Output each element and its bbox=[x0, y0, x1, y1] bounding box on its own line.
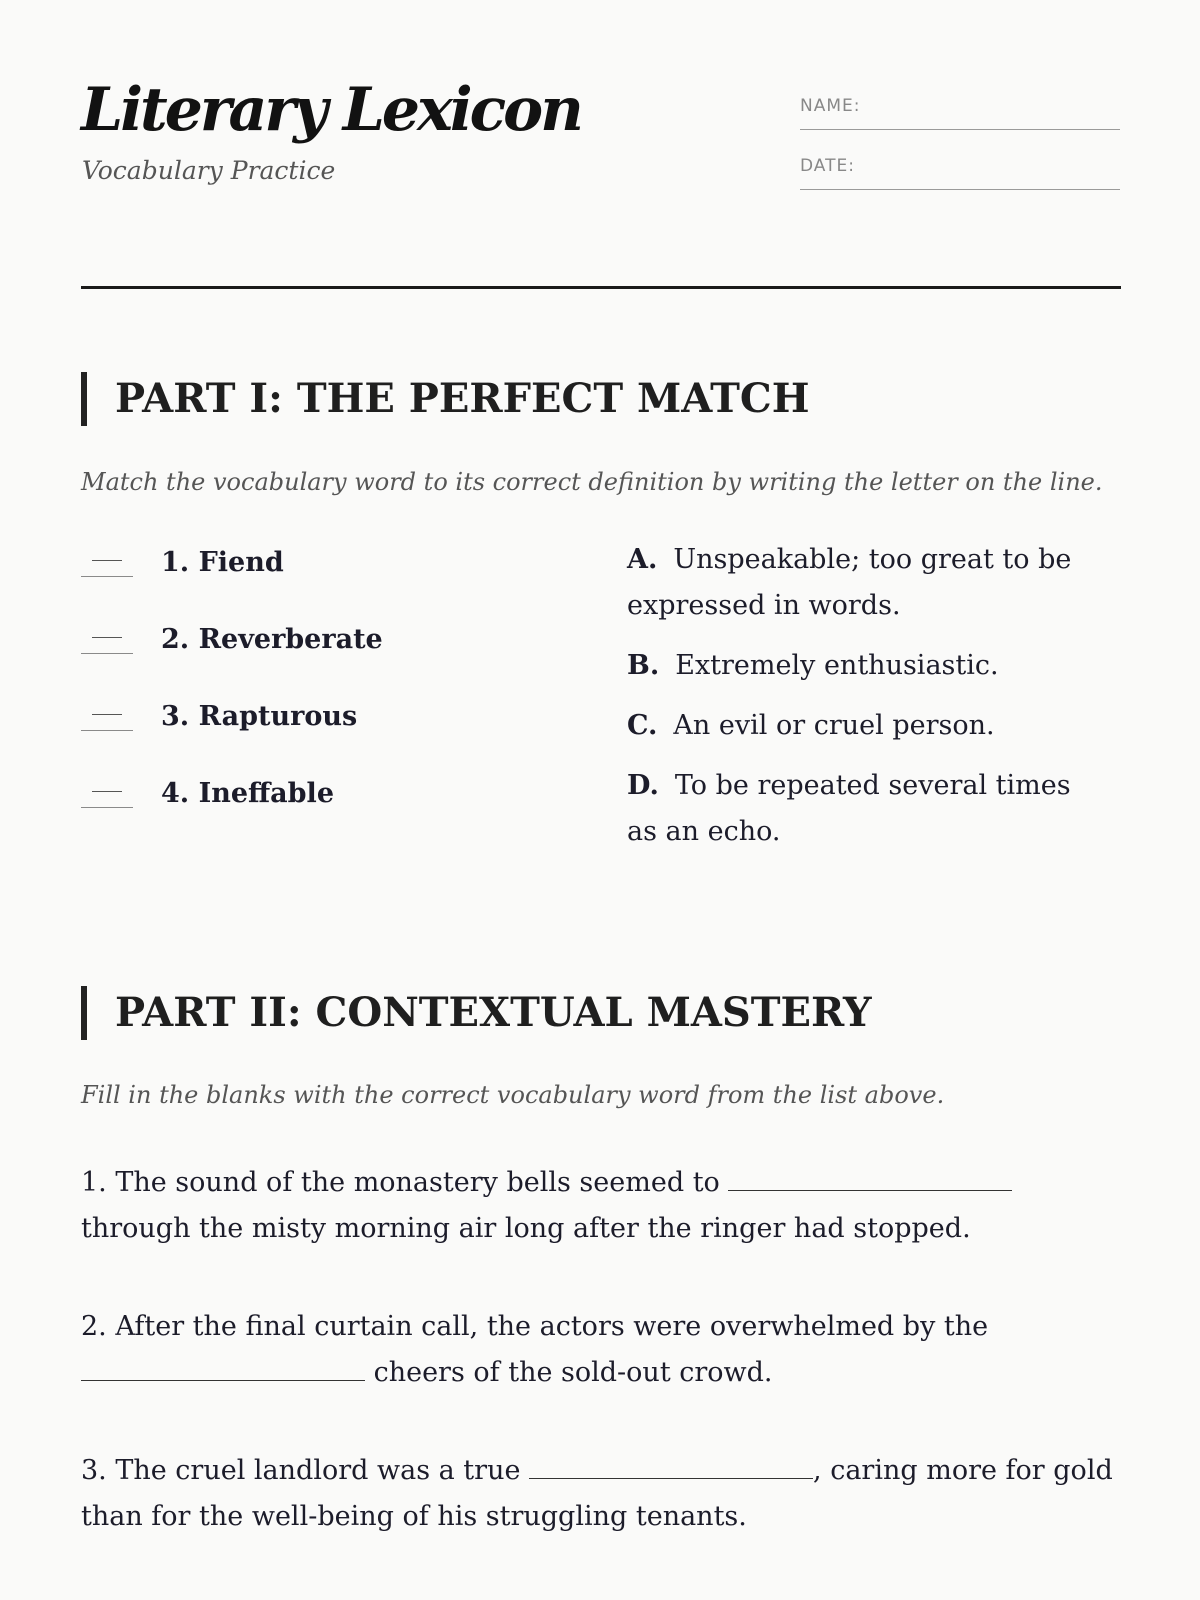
part2-instructions: Fill in the blanks with the correct vocabulary word from the list above. bbox=[81, 1081, 945, 1109]
definition-letter: B. bbox=[627, 650, 660, 681]
sentence-start: 3. The cruel landlord was a true bbox=[81, 1455, 530, 1486]
worksheet-title: Literary Lexicon bbox=[81, 75, 581, 145]
sentence-start: 1. The sound of the monastery bells seemed to bbox=[81, 1167, 729, 1198]
part1-instructions: Match the vocabulary word to its correct definition by writing the letter on the line. bbox=[81, 468, 1103, 496]
sentence-end: cheers of the sold-out crowd. bbox=[365, 1357, 773, 1388]
sentence-item bbox=[81, 1448, 1121, 1540]
date-field[interactable] bbox=[800, 152, 1120, 190]
word-item bbox=[81, 779, 561, 856]
vocabulary-word-list bbox=[81, 548, 561, 856]
word-item bbox=[81, 625, 561, 702]
sentence-start: 2. After the final curtain call, the actors were overwhelmed by the bbox=[81, 1311, 989, 1342]
word-label: 1. Fiend bbox=[161, 547, 284, 578]
word-label: 2. Reverberate bbox=[161, 624, 383, 655]
definition-text: Extremely enthusiastic. bbox=[675, 650, 999, 681]
worksheet-page bbox=[81, 0, 1121, 1600]
name-label: NAME: bbox=[800, 96, 861, 116]
definition-letter: C. bbox=[627, 710, 658, 741]
definition-letter: A. bbox=[627, 544, 658, 575]
definition-item bbox=[627, 703, 1107, 749]
word-label: 3. Rapturous bbox=[161, 701, 358, 732]
definition-text: Unspeakable; too great to be expressed in words. bbox=[627, 544, 1072, 621]
student-info-fields bbox=[800, 92, 1120, 212]
part1-heading: PART I: THE PERFECT MATCH bbox=[81, 372, 1121, 426]
definition-list bbox=[627, 544, 1107, 880]
definition-letter: D. bbox=[627, 770, 659, 801]
word-item bbox=[81, 548, 561, 625]
answer-blank[interactable] bbox=[81, 807, 133, 808]
sentence-item bbox=[81, 1160, 1121, 1252]
header-divider bbox=[81, 286, 1121, 289]
word-item bbox=[81, 702, 561, 779]
worksheet-subtitle: Vocabulary Practice bbox=[82, 156, 336, 185]
fill-blank[interactable] bbox=[81, 1362, 365, 1381]
sentence-end: through the misty morning air long after the ringer had stopped. bbox=[81, 1213, 971, 1244]
definition-text: An evil or cruel person. bbox=[673, 710, 995, 741]
definition-item bbox=[627, 643, 1107, 689]
sentence-end: , caring more for gold than for the well-being of his struggling tenants. bbox=[81, 1455, 1113, 1532]
answer-blank[interactable] bbox=[81, 576, 133, 577]
part2-heading: PART II: CONTEXTUAL MASTERY bbox=[81, 986, 1121, 1040]
date-label: DATE: bbox=[800, 156, 855, 176]
definition-text: To be repeated several times as an echo. bbox=[627, 770, 1071, 847]
definition-item bbox=[627, 537, 1107, 629]
definition-item bbox=[627, 763, 1107, 855]
name-field[interactable] bbox=[800, 92, 1120, 130]
fill-blank[interactable] bbox=[529, 1460, 813, 1479]
answer-blank[interactable] bbox=[81, 730, 133, 731]
fill-in-sentences bbox=[81, 1160, 1121, 1592]
answer-blank[interactable] bbox=[81, 653, 133, 654]
fill-blank[interactable] bbox=[728, 1172, 1012, 1191]
sentence-item bbox=[81, 1304, 1121, 1396]
word-label: 4. Ineffable bbox=[161, 778, 334, 809]
